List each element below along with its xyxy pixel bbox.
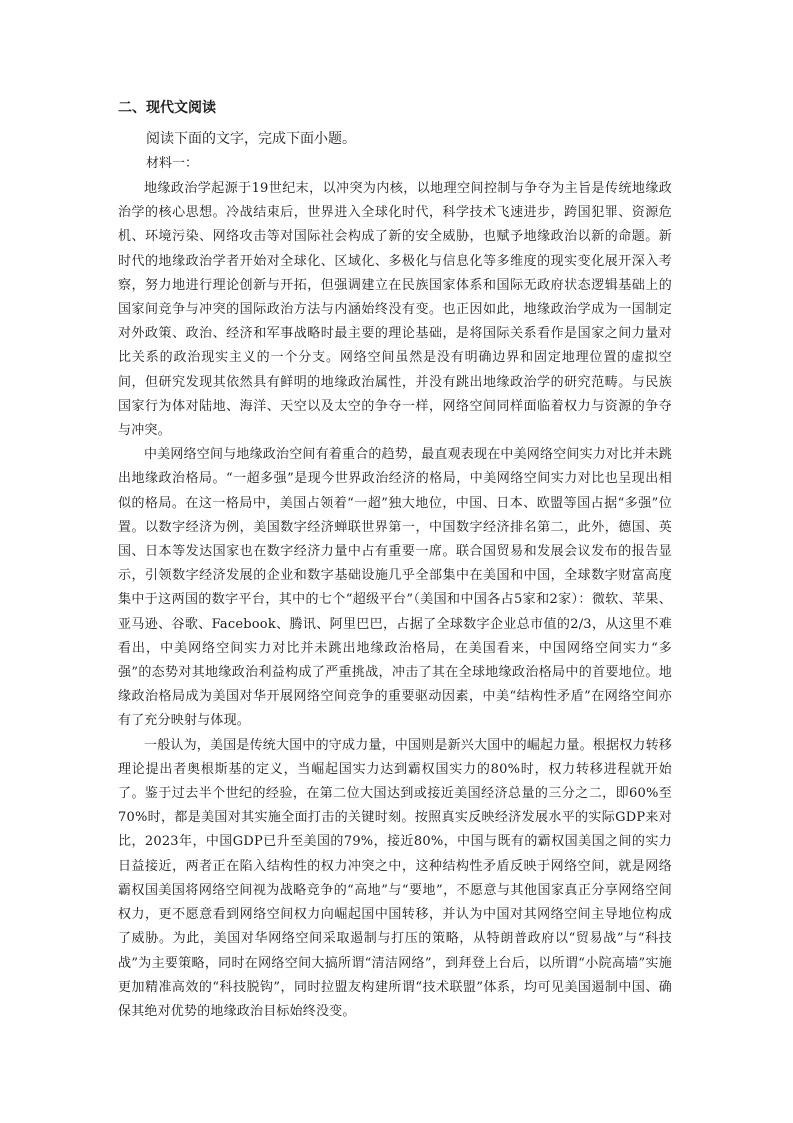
section-title: 二、现代文阅读: [118, 100, 216, 116]
material-body: [118, 177, 672, 1024]
reading-instruction: 阅读下面的文字，完成下面小题。: [146, 131, 356, 147]
material-label: 材料一：: [146, 156, 199, 171]
paragraph-3: 一般认为，美国是传统大国中的守成力量，中国则是新兴大国中的崛起力量。根据权力转移理论提出者奥根斯基的定义，当崛起国实力达到霸权国实力的80%时，权力转移进程就开始了。鉴于过去半个世纪的经验，在第二位大国达到或接近美国经济总量的三分之二，即60%至70%时，都是美国对其实施全面打击的关键时刻。按照真实反映经济发展水平的实际GDP来对比，2023年，中国GDP已升至美国的79%，接近80%，中国与既有的霸权国美国之间的实力日益接近，两者正在陷入结构性的权力冲突之中，这种结构性矛盾反映于网络空间，就是网络霸权国美国将网络空间视为战略竞争的“高地”与“要地”，不愿意与其他国家真正分享网络空间权力，更不愿意看到网络空间权力向崛起国中国转移，并认为中国对其网络空间主导地位构成了威胁。为此，美国对华网络空间采取遏制与打压的策略，从特朗普政府以“贸易战”与“科技战”为主要策略，同时在网络空间大搞所谓“清洁网络”，到拜登上台后，以所谓“小院高墙”实施更加精准高效的“科技脱钩”，同时拉盟友构建所谓“技术联盟”体系，均可见美国遏制中国、确保其绝对优势的地缘政治目标始终没变。: [118, 737, 673, 1019]
paragraph-2: 中美网络空间与地缘政治空间有着重合的趋势，最直观表现在中美网络空间实力对比并未跳出地缘政治格局。“一超多强”是现今世界政治经济的格局，中美网络空间实力对比也呈现出相似的格局。在这一格局中，美国占领着“一超”独大地位，中国、日本、欧盟等国占据“多强”位置。以数字经济为例，美国数字经济蝉联世界第一，中国数字经济排名第二，此外，德国、英国、日本等发达国家也在数字经济力量中占有重要一席。联合国贸易和发展会议发布的报告显示，引领数字经济发展的企业和数字基础设施几乎全部集中在美国和中国，全球数字财富高度集中于这两国的数字平台，其中的七个“超级平台”（美国和中国各占5家和2家）：微软、苹果、亚马逊、谷歌、Facebook、腾讯、阿里巴巴，占据了全球数字企业总市值的2/3，从这里不难看出，中美网络空间实力对比并未跳出地缘政治格局，在美国看来，中国网络空间实力“多强”的态势对其地缘政治利益构成了严重挑战，冲击了其在全球地缘政治格局中的首要地位。地缘政治格局成为美国对华开展网络空间竞争的重要驱动因素，中美“结构性矛盾”在网络空间亦有了充分映射与体现。: [118, 447, 673, 729]
paragraph-1: 地缘政治学起源于19世纪末，以冲突为内核，以地理空间控制与争夺为主旨是传统地缘政治学的核心思想。冷战结束后，世界进入全球化时代，科学技术飞速进步，跨国犯罪、资源危机、环境污染、网络攻击等对国际社会构成了新的安全威胁，也赋予地缘政治以新的命题。新时代的地缘政治学者开始对全球化、区域化、多极化与信息化等多维度的现实变化展开深入考察，努力地进行理论创新与开拓，但强调建立在民族国家体系和国际无政府状态逻辑基础上的国家间竞争与冲突的国际政治方法与内涵始终没有变。也正因如此，地缘政治学成为一国制定对外政策、政治、经济和军事战略时最主要的理论基础，是将国际关系看作是国家之间力量对比关系的政治现实主义的一个分支。网络空间虽然是没有明确边界和固定地理位置的虚拟空间，但研究发现其依然具有鲜明的地缘政治属性，并没有跳出地缘政治学的研究范畴。与民族国家行为体对陆地、海洋、天空以及太空的争夺一样，网络空间同样面临着权力与资源的争夺与冲突。: [118, 181, 672, 439]
